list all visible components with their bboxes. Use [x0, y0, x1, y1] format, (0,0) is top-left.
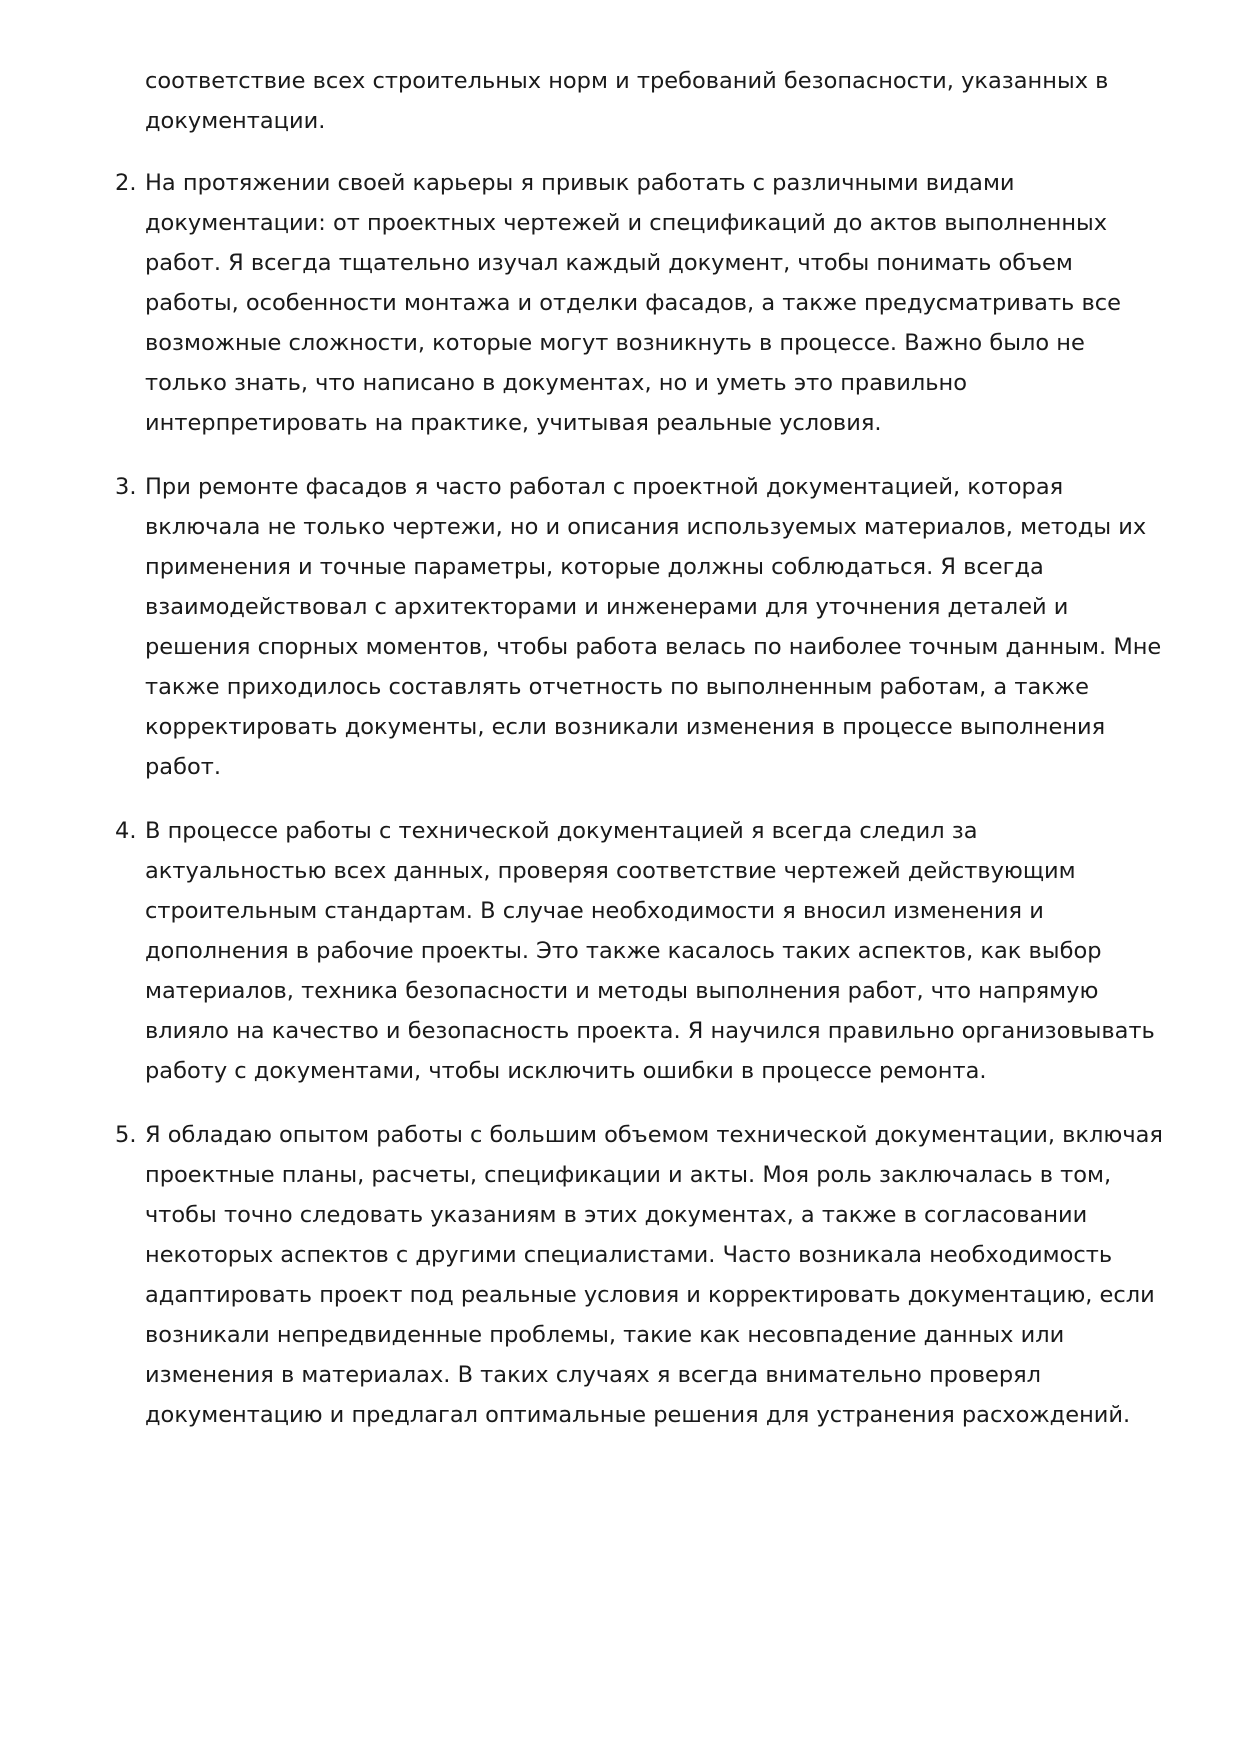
list-number: 2.	[115, 170, 137, 196]
list-item-text: На протяжении своей карьеры я привык работать с различными видами документации: от проектных чертежей и спецификаций до актов выполненных работ. Я всегда тщательно изучал каждый документ, чтобы понимать объем работы, особенности монтажа и отделки фасадов, а также предусматривать все возможные сложности, которые могут возникнуть в процессе. Важно было не только знать, что написано в документах, но и уметь это правильно интерпретировать на практике, учитывая реальные условия.	[145, 170, 1121, 436]
list-item-4	[0, 811, 1165, 1091]
list-number: 3.	[115, 474, 137, 500]
continuation-paragraph: соответствие всех строительных норм и требований безопасности, указанных в документации.	[145, 68, 1109, 134]
list-item-2	[0, 163, 1165, 443]
numbered-list	[0, 163, 1239, 1459]
list-item-5	[0, 1115, 1165, 1435]
list-item-text: При ремонте фасадов я часто работал с проектной документацией, которая включала не только чертежи, но и описания используемых материалов, методы их применения и точные параметры, которые должны соблюдаться. Я всегда взаимодействовал с архитекторами и инженерами для уточнения деталей и решения спорных моментов, чтобы работа велась по наиболее точным данным. Мне также приходилось составлять отчетность по выполненным работам, а также корректировать документы, если возникали изменения в процессе выполнения работ.	[145, 474, 1162, 780]
list-number: 4.	[115, 818, 137, 844]
list-item-text: В процессе работы с технической документацией я всегда следил за актуальностью всех данных, проверяя соответствие чертежей действующим строительным стандартам. В случае необходимости я вносил изменения и дополнения в рабочие проекты. Это также касалось таких аспектов, как выбор материалов, техника безопасности и методы выполнения работ, что напрямую влияло на качество и безопасность проекта. Я научился правильно организовывать работу с документами, чтобы исключить ошибки в процессе ремонта.	[145, 818, 1155, 1084]
list-item-3	[0, 467, 1165, 787]
list-item-text: Я обладаю опытом работы с большим объемом технической документации, включая проектные планы, расчеты, спецификации и акты. Моя роль заключалась в том, чтобы точно следовать указаниям в этих документах, а также в согласовании некоторых аспектов с другими специалистами. Часто возникала необходимость адаптировать проект под реальные условия и корректировать документацию, если возникали непредвиденные проблемы, такие как несовпадение данных или изменения в материалах. В таких случаях я всегда внимательно проверял документацию и предлагал оптимальные решения для устранения расхождений.	[145, 1122, 1163, 1428]
list-number: 5.	[115, 1122, 137, 1148]
